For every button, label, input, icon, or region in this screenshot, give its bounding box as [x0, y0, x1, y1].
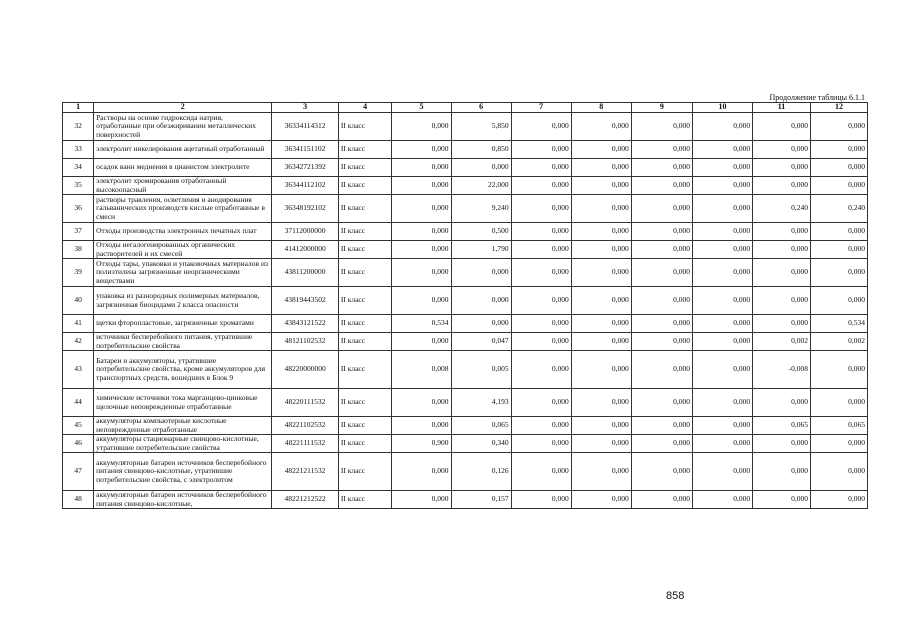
value-6: 0,157: [451, 491, 511, 509]
hazard-class: II класс: [338, 141, 392, 159]
value-7: 0,000: [511, 159, 571, 177]
value-7: 0,000: [511, 241, 571, 259]
waste-name: Отходы тары, упаковки и упаковочных материалов из полиэтилена загрязненные неорганическими веществами: [94, 259, 272, 287]
value-8: 0,000: [571, 241, 631, 259]
column-header: 8: [571, 103, 631, 113]
value-7: 0,000: [511, 287, 571, 315]
value-10: 0,000: [692, 389, 752, 417]
hazard-class: II класс: [338, 177, 392, 195]
table-row: [63, 159, 868, 177]
header-row: [63, 103, 868, 113]
value-11: 0,000: [753, 241, 811, 259]
value-6: 0,000: [451, 159, 511, 177]
fkko-code: 48220111532: [272, 389, 339, 417]
value-5: 0,000: [392, 259, 451, 287]
table-row: [63, 141, 868, 159]
value-6: 0,065: [451, 417, 511, 435]
value-11: 0,000: [753, 113, 811, 141]
row-number: 36: [63, 195, 94, 223]
column-header: 11: [753, 103, 811, 113]
value-8: 0,000: [571, 389, 631, 417]
value-10: 0,000: [692, 435, 752, 453]
value-11: 0,000: [753, 435, 811, 453]
row-number: 35: [63, 177, 94, 195]
hazard-class: II класс: [338, 259, 392, 287]
waste-name: Батареи и аккумуляторы, утратившие потребительские свойства, кроме аккумуляторов для транспортных средств, вошедших в Блок 9: [94, 351, 272, 389]
value-5: 0,000: [392, 195, 451, 223]
value-12: 0,240: [811, 195, 868, 223]
value-10: 0,000: [692, 223, 752, 241]
value-7: 0,000: [511, 195, 571, 223]
table-row: [63, 259, 868, 287]
value-6: 0,340: [451, 435, 511, 453]
value-5: 0,000: [392, 389, 451, 417]
value-11: 0,000: [753, 491, 811, 509]
fkko-code: 36342721392: [272, 159, 339, 177]
value-8: 0,000: [571, 351, 631, 389]
value-9: 0,000: [631, 333, 692, 351]
fkko-code: 48221102532: [272, 417, 339, 435]
value-7: 0,000: [511, 491, 571, 509]
value-9: 0,000: [631, 491, 692, 509]
column-header: 5: [392, 103, 451, 113]
value-6: 9,240: [451, 195, 511, 223]
waste-name: химические источники тока марганцево-цинковые щелочные неповрежденные отработанные: [94, 389, 272, 417]
table-row: [63, 491, 868, 509]
value-8: 0,000: [571, 453, 631, 491]
value-7: 0,000: [511, 223, 571, 241]
row-number: 42: [63, 333, 94, 351]
fkko-code: 36334114312: [272, 113, 339, 141]
waste-name: аккумуляторные батареи источников бесперебойного питания свинцово-кислотные,: [94, 491, 272, 509]
table-row: [63, 435, 868, 453]
table-caption: Продолжение таблицы 6.1.1: [769, 93, 865, 102]
waste-name: Растворы на основе гидроксида натрия, отработанные при обезжиривании металлических поверхностей: [94, 113, 272, 141]
hazard-class: II класс: [338, 223, 392, 241]
value-11: 0,000: [753, 315, 811, 333]
value-10: 0,000: [692, 241, 752, 259]
value-12: 0,000: [811, 287, 868, 315]
value-8: 0,000: [571, 333, 631, 351]
value-5: 0,000: [392, 287, 451, 315]
row-number: 38: [63, 241, 94, 259]
value-9: 0,000: [631, 141, 692, 159]
value-12: 0,000: [811, 453, 868, 491]
value-5: 0,000: [392, 417, 451, 435]
waste-name: электролит хромирования отработанный высокоопасный: [94, 177, 272, 195]
value-12: 0,000: [811, 351, 868, 389]
value-7: 0,000: [511, 113, 571, 141]
hazard-class: II класс: [338, 159, 392, 177]
value-10: 0,000: [692, 351, 752, 389]
value-6: 0,500: [451, 223, 511, 241]
value-11: 0,000: [753, 453, 811, 491]
value-6: 5,850: [451, 113, 511, 141]
value-6: 0,000: [451, 287, 511, 315]
value-12: 0,000: [811, 223, 868, 241]
value-8: 0,000: [571, 435, 631, 453]
waste-name: Отходы негалогенированных органических растворителей и их смесей: [94, 241, 272, 259]
value-9: 0,000: [631, 259, 692, 287]
value-8: 0,000: [571, 491, 631, 509]
value-6: 22,000: [451, 177, 511, 195]
value-7: 0,000: [511, 453, 571, 491]
fkko-code: 43843121522: [272, 315, 339, 333]
value-12: 0,000: [811, 159, 868, 177]
waste-name: источники бесперебойного питания, утратившие потребительские свойства: [94, 333, 272, 351]
waste-name: щетки фторопластовые, загрязненные хроматами: [94, 315, 272, 333]
row-number: 34: [63, 159, 94, 177]
value-8: 0,000: [571, 417, 631, 435]
fkko-code: 48221111532: [272, 435, 339, 453]
value-7: 0,000: [511, 259, 571, 287]
value-10: 0,000: [692, 113, 752, 141]
value-12: 0,000: [811, 141, 868, 159]
hazard-class: II класс: [338, 389, 392, 417]
value-8: 0,000: [571, 223, 631, 241]
value-7: 0,000: [511, 351, 571, 389]
value-9: 0,000: [631, 315, 692, 333]
value-7: 0,000: [511, 177, 571, 195]
waste-name: электролит никелирования ацетатный отработанный: [94, 141, 272, 159]
table-row: [63, 333, 868, 351]
value-5: 0,000: [392, 241, 451, 259]
value-7: 0,000: [511, 141, 571, 159]
hazard-class: II класс: [338, 195, 392, 223]
value-7: 0,000: [511, 417, 571, 435]
value-10: 0,000: [692, 315, 752, 333]
column-header: 7: [511, 103, 571, 113]
fkko-code: 36344112102: [272, 177, 339, 195]
value-6: 4,193: [451, 389, 511, 417]
waste-name: осадок ванн меднения в цианистом электролите: [94, 159, 272, 177]
hazard-class: II класс: [338, 435, 392, 453]
value-7: 0,000: [511, 333, 571, 351]
value-5: 0,000: [392, 113, 451, 141]
value-8: 0,000: [571, 287, 631, 315]
table-row: [63, 241, 868, 259]
value-8: 0,000: [571, 159, 631, 177]
value-9: 0,000: [631, 453, 692, 491]
value-8: 0,000: [571, 113, 631, 141]
waste-name: аккумуляторные батареи источников бесперебойного питания свинцово-кислотные, утратившие потребительские свойства, с электролитом: [94, 453, 272, 491]
value-6: 0,000: [451, 315, 511, 333]
value-9: 0,000: [631, 159, 692, 177]
value-9: 0,000: [631, 113, 692, 141]
value-11: 0,065: [753, 417, 811, 435]
table-row: [63, 453, 868, 491]
column-header: 1: [63, 103, 94, 113]
value-6: 0,005: [451, 351, 511, 389]
value-8: 0,000: [571, 315, 631, 333]
value-11: 0,000: [753, 389, 811, 417]
value-11: 0,240: [753, 195, 811, 223]
value-10: 0,000: [692, 195, 752, 223]
value-6: 0,000: [451, 259, 511, 287]
value-5: 0,000: [392, 159, 451, 177]
value-5: 0,000: [392, 141, 451, 159]
value-12: 0,000: [811, 491, 868, 509]
value-5: 0,000: [392, 223, 451, 241]
hazard-class: II класс: [338, 287, 392, 315]
value-9: 0,000: [631, 435, 692, 453]
value-9: 0,000: [631, 351, 692, 389]
value-9: 0,000: [631, 287, 692, 315]
value-6: 0,850: [451, 141, 511, 159]
waste-name: аккумуляторы стационарные свинцово-кислотные, утратившие потребительские свойства: [94, 435, 272, 453]
value-5: 0,534: [392, 315, 451, 333]
row-number: 39: [63, 259, 94, 287]
value-11: -0,008: [753, 351, 811, 389]
fkko-code: 36348192102: [272, 195, 339, 223]
hazard-class: II класс: [338, 491, 392, 509]
waste-table: [62, 102, 868, 509]
value-10: 0,000: [692, 177, 752, 195]
value-9: 0,000: [631, 389, 692, 417]
value-12: 0,065: [811, 417, 868, 435]
table-row: [63, 315, 868, 333]
table-body: [63, 113, 868, 509]
value-12: 0,000: [811, 259, 868, 287]
value-9: 0,000: [631, 417, 692, 435]
column-header: 9: [631, 103, 692, 113]
value-5: 0,000: [392, 333, 451, 351]
value-6: 1,790: [451, 241, 511, 259]
value-11: 0,000: [753, 259, 811, 287]
value-8: 0,000: [571, 141, 631, 159]
fkko-code: 48121102532: [272, 333, 339, 351]
value-10: 0,000: [692, 287, 752, 315]
waste-name: Отходы производства электронных печатных плат: [94, 223, 272, 241]
value-9: 0,000: [631, 223, 692, 241]
column-header: 10: [692, 103, 752, 113]
column-header: 12: [811, 103, 868, 113]
row-number: 37: [63, 223, 94, 241]
row-number: 47: [63, 453, 94, 491]
value-11: 0,000: [753, 287, 811, 315]
waste-name: упаковка из разнородных полимерных материалов, загрязненная биоцидами 2 класса опасности: [94, 287, 272, 315]
value-10: 0,000: [692, 141, 752, 159]
value-7: 0,000: [511, 389, 571, 417]
row-number: 46: [63, 435, 94, 453]
waste-name: аккумуляторы компьютерные кислотные неповрежденные отработанные: [94, 417, 272, 435]
hazard-class: II класс: [338, 333, 392, 351]
value-10: 0,000: [692, 333, 752, 351]
row-number: 43: [63, 351, 94, 389]
fkko-code: 36341151102: [272, 141, 339, 159]
waste-name: растворы травления, осветления и анодирования гальванических производств кислые отработанные в смеси: [94, 195, 272, 223]
fkko-code: 48220000000: [272, 351, 339, 389]
hazard-class: II класс: [338, 453, 392, 491]
value-8: 0,000: [571, 259, 631, 287]
value-12: 0,534: [811, 315, 868, 333]
value-10: 0,000: [692, 491, 752, 509]
hazard-class: II класс: [338, 417, 392, 435]
fkko-code: 48221211532: [272, 453, 339, 491]
row-number: 48: [63, 491, 94, 509]
table-row: [63, 287, 868, 315]
row-number: 45: [63, 417, 94, 435]
value-10: 0,000: [692, 417, 752, 435]
value-11: 0,000: [753, 223, 811, 241]
value-12: 0,000: [811, 241, 868, 259]
row-number: 44: [63, 389, 94, 417]
value-12: 0,000: [811, 177, 868, 195]
row-number: 33: [63, 141, 94, 159]
fkko-code: 48221212522: [272, 491, 339, 509]
value-5: 0,000: [392, 177, 451, 195]
hazard-class: II класс: [338, 351, 392, 389]
page-number: 858: [666, 590, 685, 602]
table-row: [63, 351, 868, 389]
table-row: [63, 223, 868, 241]
fkko-code: 43811200000: [272, 259, 339, 287]
fkko-code: 41412000000: [272, 241, 339, 259]
row-number: 41: [63, 315, 94, 333]
value-8: 0,000: [571, 195, 631, 223]
value-11: 0,000: [753, 177, 811, 195]
value-11: 0,000: [753, 159, 811, 177]
value-10: 0,000: [692, 453, 752, 491]
value-12: 0,000: [811, 435, 868, 453]
value-5: 0,008: [392, 351, 451, 389]
value-9: 0,000: [631, 177, 692, 195]
value-9: 0,000: [631, 241, 692, 259]
value-10: 0,000: [692, 159, 752, 177]
value-7: 0,000: [511, 435, 571, 453]
value-9: 0,000: [631, 195, 692, 223]
row-number: 40: [63, 287, 94, 315]
table-row: [63, 113, 868, 141]
value-5: 0,000: [392, 491, 451, 509]
table-row: [63, 177, 868, 195]
row-number: 32: [63, 113, 94, 141]
value-10: 0,000: [692, 259, 752, 287]
column-header: 6: [451, 103, 511, 113]
column-header: 2: [94, 103, 272, 113]
value-12: 0,000: [811, 389, 868, 417]
column-header: 3: [272, 103, 339, 113]
column-header: 4: [338, 103, 392, 113]
value-5: 0,900: [392, 435, 451, 453]
value-6: 0,126: [451, 453, 511, 491]
fkko-code: 37112000000: [272, 223, 339, 241]
hazard-class: II класс: [338, 241, 392, 259]
value-12: 0,002: [811, 333, 868, 351]
table-row: [63, 195, 868, 223]
value-11: 0,000: [753, 141, 811, 159]
fkko-code: 43819443502: [272, 287, 339, 315]
value-6: 0,047: [451, 333, 511, 351]
table-row: [63, 417, 868, 435]
hazard-class: II класс: [338, 315, 392, 333]
value-7: 0,000: [511, 315, 571, 333]
value-11: 0,002: [753, 333, 811, 351]
value-5: 0,000: [392, 453, 451, 491]
value-12: 0,000: [811, 113, 868, 141]
table-row: [63, 389, 868, 417]
hazard-class: II класс: [338, 113, 392, 141]
value-8: 0,000: [571, 177, 631, 195]
